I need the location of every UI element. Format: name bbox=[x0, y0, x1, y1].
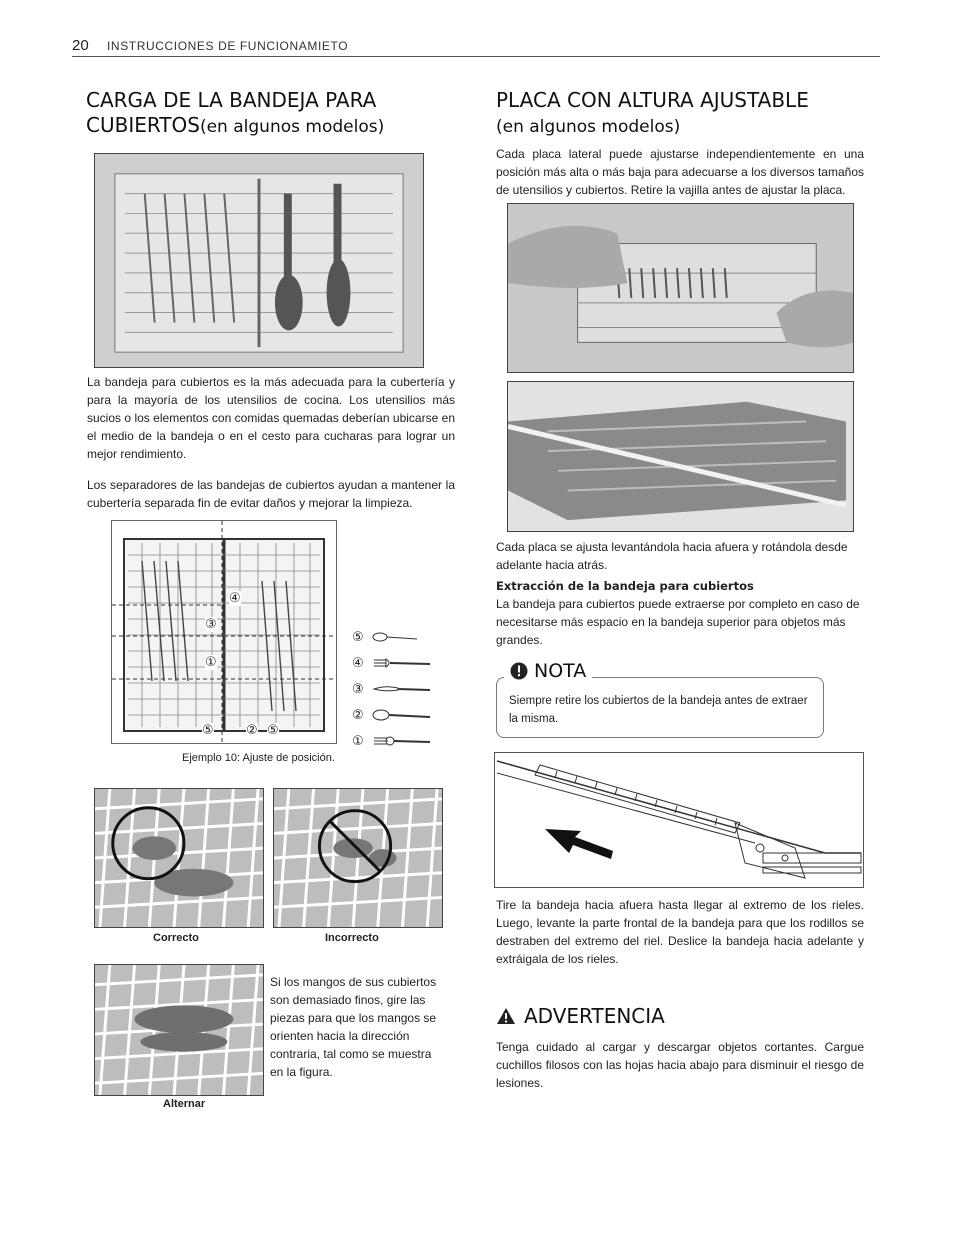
warning-heading bbox=[496, 1004, 665, 1028]
left-title-sub: (en algunos modelos) bbox=[199, 117, 385, 137]
note-heading bbox=[504, 660, 592, 682]
rail-diagram-drawing bbox=[495, 753, 863, 887]
utensil-legend bbox=[352, 624, 444, 754]
right-title bbox=[496, 88, 876, 140]
right-paragraph-4: Tire la bandeja hacia afuera hasta llegar al extremo de los rieles. Luego, levante la parte frontal de la bandeja para que los rodillos se destraben del extremo del riel. Deslice la bandeja hacia adelante y extráigala de los rieles. bbox=[496, 898, 864, 966]
legend-number: ① bbox=[352, 733, 364, 749]
legend-number: ② bbox=[352, 707, 364, 723]
legend-item bbox=[352, 728, 444, 754]
legend-item bbox=[352, 702, 444, 728]
alternate-loading-photo bbox=[94, 964, 264, 1096]
right-paragraph-2: Cada placa se ajusta levantándola hacia afuera y rotándola desde adelante hacia atrás. bbox=[496, 540, 848, 572]
cutlery-tray-photo bbox=[94, 153, 424, 368]
diagram-label-3: ③ bbox=[205, 617, 217, 632]
correct-loading-photo bbox=[94, 788, 264, 928]
plate-positions-photo bbox=[507, 381, 854, 532]
left-paragraph-3: Si los mangos de sus cubiertos son demasiado finos, gire las piezas para que los mangos se orienten hacia la dirección contraria, tal como se muestra en la figura. bbox=[270, 975, 437, 1079]
adjusting-plate-photo bbox=[507, 203, 854, 373]
legend-item bbox=[352, 650, 444, 676]
fork-icon bbox=[372, 657, 432, 669]
right-paragraph-3: La bandeja para cubiertos puede extraerse por completo en caso de necesitarse más espacio en la bandeja superior para objetos más grandes. bbox=[496, 597, 860, 647]
example-caption: Ejemplo 10: Ajuste de posición. bbox=[182, 752, 335, 764]
note-text: Siempre retire los cubiertos de la bandeja antes de extraer la misma. bbox=[509, 695, 808, 725]
warning-title: ADVERTENCIA bbox=[524, 1004, 665, 1028]
tablespoon-icon bbox=[372, 709, 432, 721]
left-title-line1: CARGA DE LA BANDEJA PARA bbox=[86, 88, 377, 112]
diagram-label-4: ④ bbox=[229, 591, 241, 606]
legend-number: ⑤ bbox=[352, 629, 364, 645]
right-paragraph-1: Cada placa lateral puede ajustarse independientemente en una posición más alta o más baja para adecuarse a los diversos tamaños de utensilios y cubiertos. Retire la vajilla antes de ajustar la placa. bbox=[496, 147, 864, 197]
correct-caption: Correcto bbox=[153, 932, 199, 944]
tray-diagram-drawing bbox=[112, 521, 336, 743]
left-title-main: CUBIERTOS bbox=[86, 113, 200, 137]
alternate-caption: Alternar bbox=[163, 1098, 206, 1110]
right-title-sub: (en algunos modelos) bbox=[496, 117, 681, 137]
warning-triangle-icon bbox=[496, 1007, 516, 1025]
legend-number: ④ bbox=[352, 655, 364, 671]
diagram-label-5a: ⑤ bbox=[202, 723, 214, 738]
left-title bbox=[86, 88, 446, 140]
incorrect-caption: Incorrecto bbox=[325, 932, 379, 944]
diagram-label-1: ① bbox=[205, 655, 217, 670]
note-title: NOTA bbox=[534, 660, 587, 682]
left-paragraph-2: Los separadores de las bandejas de cubiertos ayudan a mantener la cubertería separada fin de evitar daños y mejorar la limpieza. bbox=[87, 478, 455, 510]
serving-fork-icon bbox=[372, 735, 432, 747]
rail-removal-diagram bbox=[494, 752, 864, 888]
diagram-label-5b: ⑤ bbox=[267, 723, 279, 738]
header-rule bbox=[72, 56, 880, 57]
tray-position-diagram bbox=[111, 520, 337, 744]
warning-text: Tenga cuidado al cargar y descargar objetos cortantes. Cargue cuchillos filosos con las hojas hacia abajo para disminuir el riesgo de lesiones. bbox=[496, 1040, 864, 1090]
knife-icon bbox=[372, 684, 432, 694]
legend-item bbox=[352, 676, 444, 702]
section-header: INSTRUCCIONES DE FUNCIONAMIETO bbox=[107, 39, 349, 53]
legend-number: ③ bbox=[352, 681, 364, 697]
incorrect-loading-photo bbox=[273, 788, 443, 928]
page-number: 20 bbox=[72, 37, 89, 54]
left-paragraph-1: La bandeja para cubiertos es la más adecuada para la cubertería y para la mayoría de los utensilios de cocina. Los utensilios más sucios o los elementos con comidas quemadas deberían ubicarse en el medio de la bandeja o en el cesto para cucharas para lograr un mejor rendimiento. bbox=[87, 375, 455, 461]
teaspoon-icon bbox=[372, 632, 418, 642]
exclamation-circle-icon bbox=[510, 662, 528, 680]
diagram-label-2: ② bbox=[246, 723, 258, 738]
legend-item bbox=[352, 624, 444, 650]
right-title-line1: PLACA CON ALTURA AJUSTABLE bbox=[496, 88, 809, 112]
subhead-extraction: Extracción de la bandeja para cubiertos bbox=[496, 579, 754, 593]
